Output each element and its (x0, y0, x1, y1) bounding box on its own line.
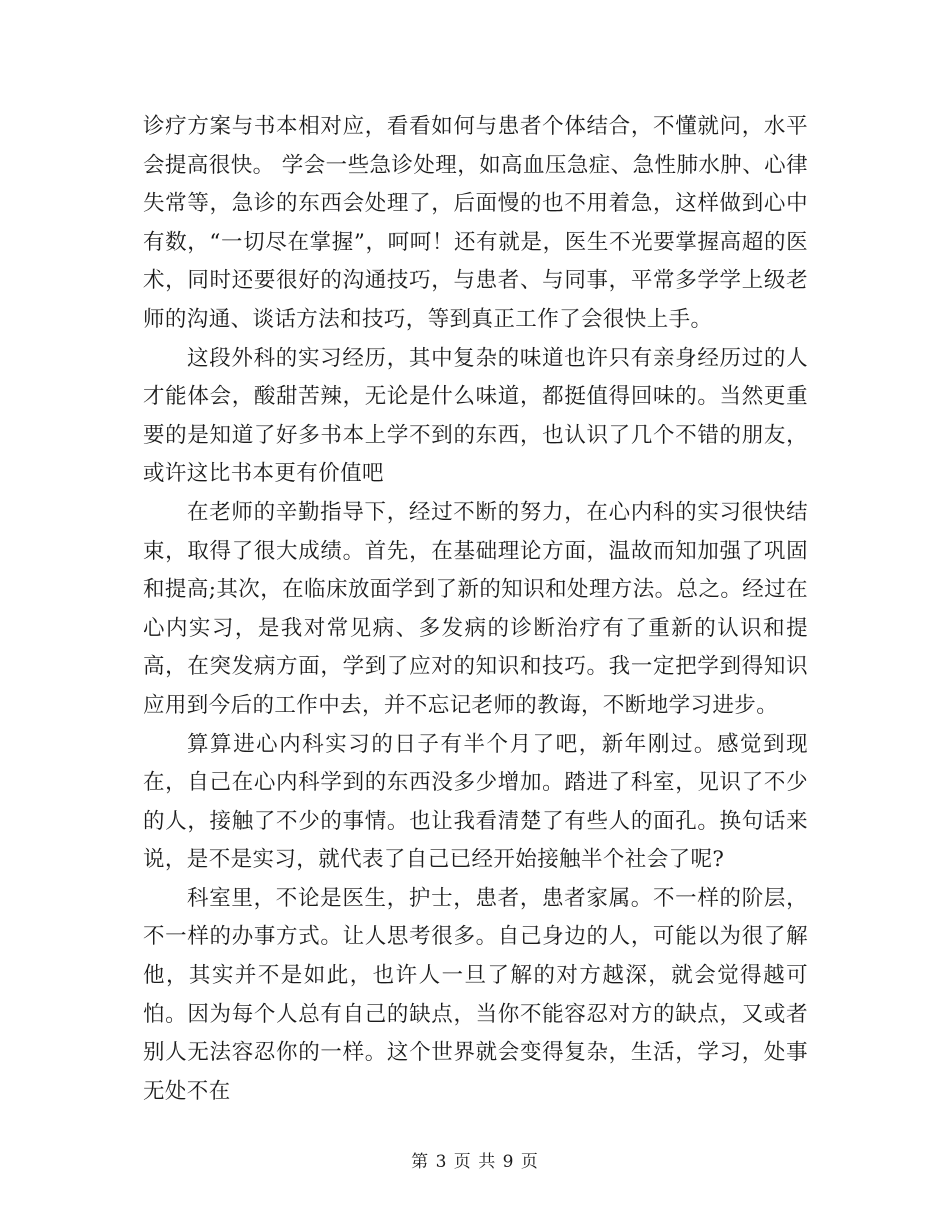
paragraph-cardiology-summary: 在老师的辛勤指导下，经过不断的努力，在心内科的实习很快结束，取得了很大成绩。首先，在基础理论方面，温故而知加强了巩固和提高;其次，在临床放面学到了新的知识和处理方法。总之。经过在心内实习，是我对常见病、多发病的诊断治疗有了重新的认识和提高，在突发病方面，学到了应对的知识和技巧。我一定把学到得知识应用到今后的工作中去，并不忘记老师的教诲，不断地学习进步。 (143, 499, 808, 718)
paragraph-surgery-internship: 这段外科的实习经历，其中复杂的味道也许只有亲身经历过的人才能体会，酸甜苦辣，无论是什么味道，都挺值得回味的。当然更重要的是知道了好多书本上学不到的东西，也认识了几个不错的朋友，或许这比书本更有价值吧 (143, 345, 808, 487)
page-number-footer: 第 3 页 共 9 页 (411, 1152, 539, 1172)
document-body (143, 108, 808, 1111)
paragraph-half-month: 算算进心内科实习的日子有半个月了吧，新年刚过。感觉到现在，自己在心内科学到的东西没多少增加。踏进了科室，见识了不少的人，接触了不少的事情。也让我看清楚了有些人的面孔。换句话来说，是不是实习，就代表了自己已经开始接触半个社会了呢? (143, 731, 808, 873)
paragraph-department-people: 科室里，不论是医生，护士，患者，患者家属。不一样的阶层，不一样的办事方式。让人思考很多。自己身边的人，可能以为很了解他，其实并不是如此，也许人一旦了解的对方越深，就会觉得越可怕。因为每个人总有自己的缺点，当你不能容忍对方的缺点，又或者别人无法容忍你的一样。这个世界就会变得复杂，生活，学习，处事无处不在 (143, 885, 808, 1104)
paragraph-continuation: 诊疗方案与书本相对应，看看如何与患者个体结合，不懂就问，水平会提高很快。 学会一些急诊处理，如高血压急症、急性肺水肿、心律失常等，急诊的东西会处理了，后面慢的也不用着急，这样做到心中有数，“一切尽在掌握”，呵呵！还有就是，医生不光要掌握高超的医术，同时还要很好的沟通技巧，与患者、与同事，平常多学学上级老师的沟通、谈话方法和技巧，等到真正工作了会很快上手。 (143, 114, 808, 332)
